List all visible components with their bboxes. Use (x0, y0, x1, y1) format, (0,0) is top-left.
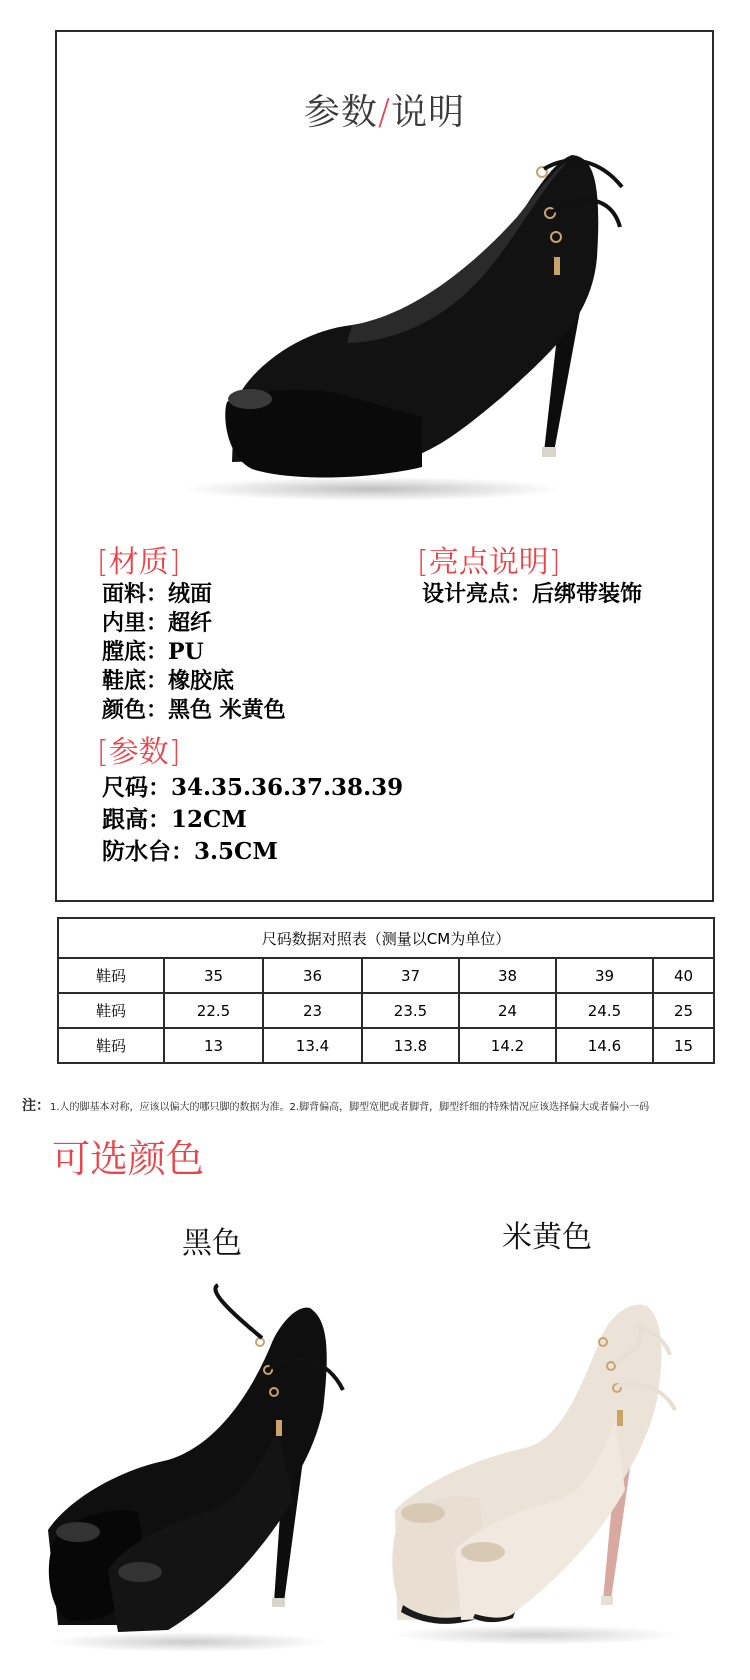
table-row (58, 993, 714, 1028)
title-right: 说明 (391, 92, 466, 133)
material-row: 颜色：黑色 米黄色 (102, 697, 286, 723)
table-cell: 鞋码 (58, 958, 164, 993)
material-heading: [材质] (97, 545, 181, 580)
param-row: 防水台：3.5CM (102, 838, 278, 865)
size-table (57, 917, 715, 1064)
title-slash: / (377, 92, 392, 133)
note-prefix: 注： (22, 1098, 50, 1114)
colors-title: 可选颜色 (52, 1137, 205, 1181)
color-label-beige: 米黄色 (502, 1220, 592, 1255)
table-cell: 40 (653, 958, 714, 993)
table-cell: 鞋码 (58, 993, 164, 1028)
table-caption: 尺码数据对照表（测量以CM为单位） (58, 918, 714, 958)
table-cell: 鞋码 (58, 1028, 164, 1063)
product-image-black-shoe (172, 117, 642, 517)
table-cell: 35 (164, 958, 263, 993)
material-row: 面料：绒面 (102, 581, 213, 607)
color-swatch-black-shoes (38, 1280, 358, 1660)
note-text: 1.人的脚基本对称，应该以偏大的哪只脚的数据为准。2.脚背偏高，脚型宽肥或者脚背，脚型纤细的特殊情况应该选择偏大或者偏小一码 (50, 1102, 650, 1113)
highlight-heading: [亮点说明] (417, 545, 561, 580)
table-row (58, 1028, 714, 1063)
table-cell: 13.4 (263, 1028, 362, 1063)
table-row (58, 958, 714, 993)
color-label-black: 黑色 (182, 1226, 242, 1261)
table-cell: 39 (556, 958, 653, 993)
table-cell: 23.5 (362, 993, 459, 1028)
param-row: 尺码：34.35.36.37.38.39 (102, 774, 404, 801)
size-note (22, 1095, 649, 1115)
title-left: 参数 (303, 92, 378, 133)
highlight-text: 设计亮点：后绑带装饰 (422, 581, 643, 607)
table-cell: 36 (263, 958, 362, 993)
table-cell: 24.5 (556, 993, 653, 1028)
material-list (102, 580, 286, 725)
material-row: 鞋底：橡胶底 (102, 668, 235, 694)
table-cell: 13.8 (362, 1028, 459, 1063)
table-cell: 25 (653, 993, 714, 1028)
param-row: 跟高：12CM (102, 806, 247, 833)
table-cell: 22.5 (164, 993, 263, 1028)
table-cell: 13 (164, 1028, 263, 1063)
params-heading: [参数] (97, 735, 181, 770)
table-cell: 14.2 (459, 1028, 556, 1063)
table-cell: 38 (459, 958, 556, 993)
table-cell: 15 (653, 1028, 714, 1063)
spec-panel (55, 30, 714, 902)
table-cell: 23 (263, 993, 362, 1028)
table-cell: 14.6 (556, 1028, 653, 1063)
material-row: 内里：超纤 (102, 610, 213, 636)
material-row: 膛底：PU (102, 639, 204, 665)
table-cell: 24 (459, 993, 556, 1028)
table-cell: 37 (362, 958, 459, 993)
color-swatch-beige-shoes (385, 1280, 715, 1660)
params-list (102, 772, 403, 868)
